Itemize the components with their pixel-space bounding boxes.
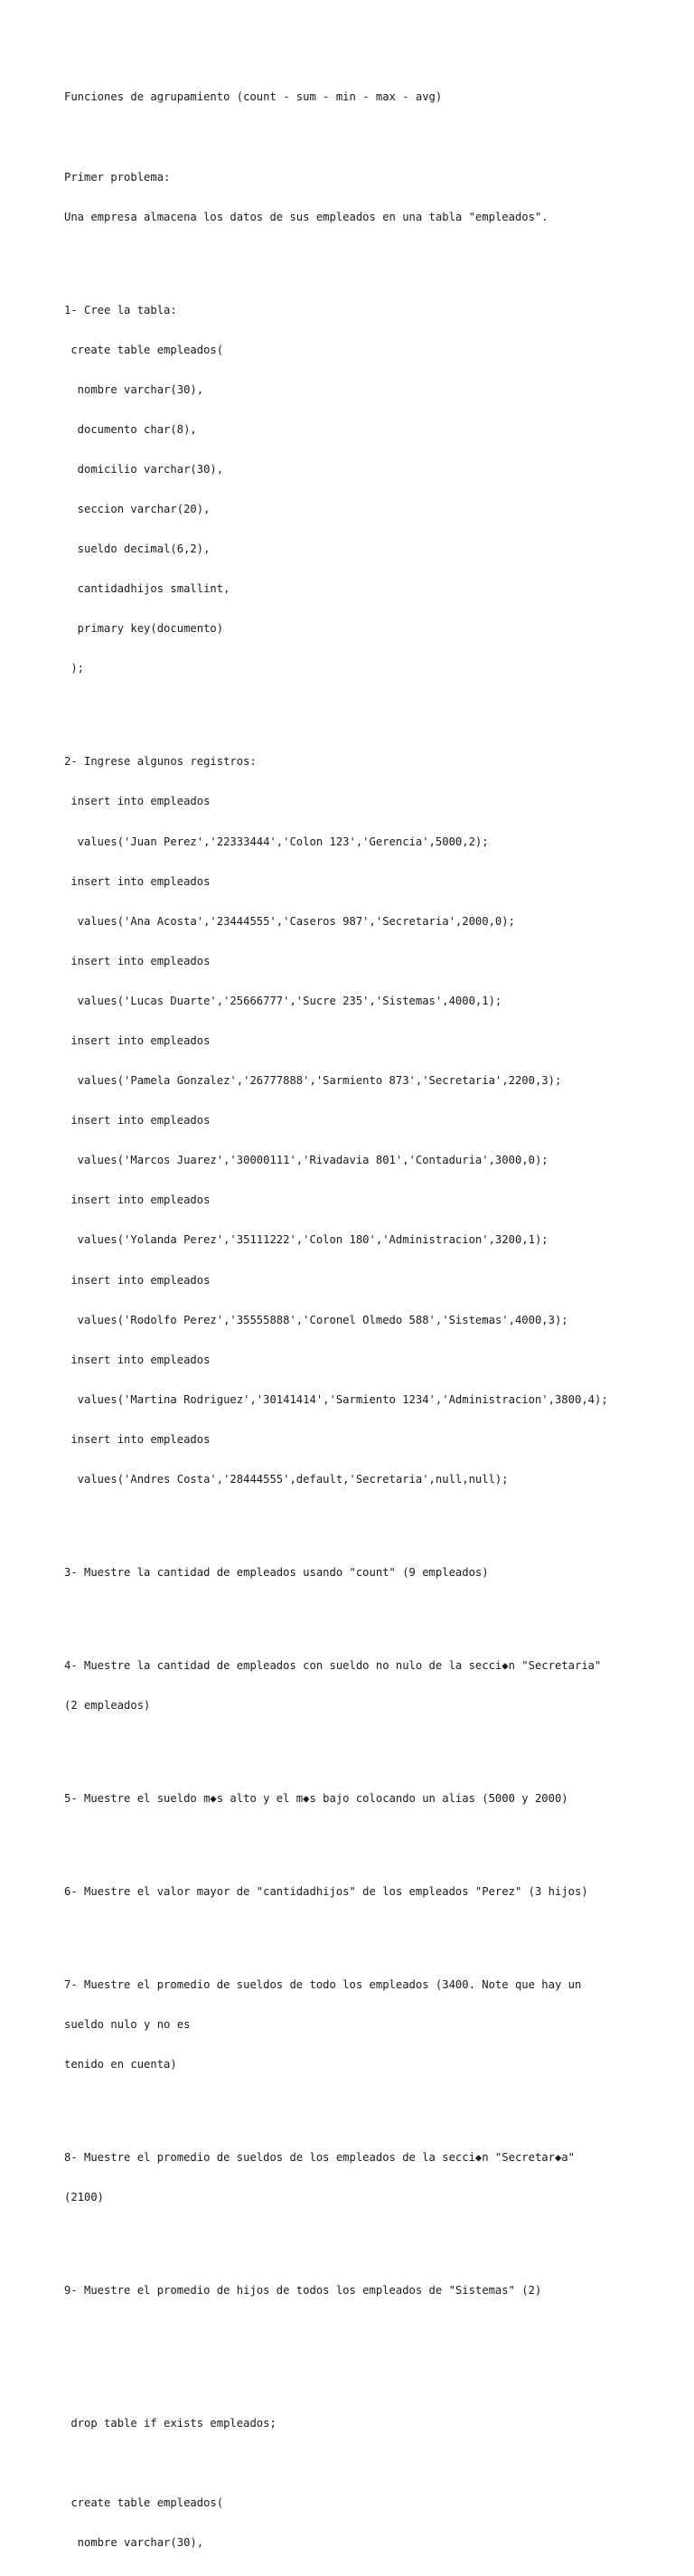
code-line: insert into empleados: [64, 1033, 211, 1047]
problem-intro: Una empresa almacena los datos de sus empleados en una tabla "empleados".: [64, 210, 549, 223]
code-line: values('Martina Rodriguez','30141414','Sarmiento 1234','Administracion',3800,4);: [64, 1392, 608, 1406]
code-line: );: [64, 662, 85, 675]
code-line: values('Pamela Gonzalez','26777888','Sarmiento 873','Secretaria',2200,3);: [64, 1074, 562, 1088]
blank-line: [64, 703, 688, 716]
step5-text: 5- Muestre el sueldo m◆s alto y el m◆s bajo colocando un alias (5000 y 2000): [64, 1791, 568, 1805]
code-line: values('Rodolfo Perez','35555888','Coronel Olmedo 588','Sistemas',4000,3);: [64, 1313, 568, 1326]
step7-text: tenido en cuenta): [64, 2057, 177, 2071]
code-line: create table empleados(: [64, 343, 224, 356]
code-line: insert into empleados: [64, 874, 211, 888]
blank-line: [64, 2457, 688, 2470]
step2-heading: 2- Ingrese algunos registros:: [64, 755, 257, 769]
blank-line: [64, 1513, 688, 1526]
step8-text: (2100): [64, 2190, 105, 2203]
code-line: drop table if exists empleados;: [64, 2416, 277, 2430]
code-line: insert into empleados: [64, 1114, 211, 1128]
step4-text: (2 empleados): [64, 1698, 151, 1712]
code-line: values('Ana Acosta','23444555','Caseros 987','Secretaria',2000,0);: [64, 914, 515, 928]
blank-line: [64, 2231, 688, 2244]
blank-line: [64, 1739, 688, 1752]
document-body: [64, 64, 688, 2576]
code-line: insert into empleados: [64, 954, 211, 967]
code-line: values('Lucas Duarte','25666777','Sucre 235','Sistemas',4000,1);: [64, 994, 502, 1007]
code-line: insert into empleados: [64, 1432, 211, 1446]
code-line: insert into empleados: [64, 1273, 211, 1287]
problem-heading: Primer problema:: [64, 170, 171, 184]
blank-line: [64, 131, 688, 145]
code-line: values('Andres Costa','28444555',default,'Secretaria',null,null);: [64, 1473, 509, 1486]
code-line: insert into empleados: [64, 1194, 211, 1207]
step9-text: 9- Muestre el promedio de hijos de todos los empleados de "Sistemas" (2): [64, 2283, 542, 2297]
code-line: values('Yolanda Perez','35111222','Colon 180','Administracion',3200,1);: [64, 1233, 549, 1247]
code-line: nombre varchar(30),: [64, 382, 204, 396]
code-line: sueldo decimal(6,2),: [64, 543, 211, 556]
code-line: domicilio varchar(30),: [64, 462, 224, 476]
blank-line: [64, 250, 688, 264]
blank-line: [64, 2324, 688, 2337]
code-line: cantidadhijos smallint,: [64, 582, 230, 596]
document-title: Funciones de agrupamiento (count - sum - min - max - avg): [64, 90, 443, 104]
step3-text: 3- Muestre la cantidad de empleados usando "count" (9 empleados): [64, 1565, 489, 1579]
code-line: values('Marcos Juarez','30000111','Rivadavia 801','Contaduria',3000,0);: [64, 1154, 549, 1167]
step6-text: 6- Muestre el valor mayor de "cantidadhijos" de los empleados "Perez" (3 hijos): [64, 1884, 588, 1898]
code-line: primary key(documento): [64, 622, 224, 636]
blank-line: [64, 2364, 688, 2377]
code-line: seccion varchar(20),: [64, 503, 211, 516]
code-line: nombre varchar(30),: [64, 2535, 204, 2549]
blank-line: [64, 1832, 688, 1845]
code-line: insert into empleados: [64, 795, 211, 808]
step1-heading: 1- Cree la tabla:: [64, 303, 177, 316]
code-line: insert into empleados: [64, 1353, 211, 1366]
step7-text: 7- Muestre el promedio de sueldos de todo los empleados (3400. Note que hay un: [64, 1977, 582, 1991]
code-line: documento char(8),: [64, 422, 197, 436]
code-line: create table empleados(: [64, 2496, 224, 2509]
code-line: values('Juan Perez','22333444','Colon 123','Gerencia',5000,2);: [64, 835, 489, 848]
step8-text: 8- Muestre el promedio de sueldos de los empleados de la secci◆n "Secretar◆a": [64, 2150, 575, 2164]
blank-line: [64, 1925, 688, 1939]
blank-line: [64, 2098, 688, 2111]
step7-text: sueldo nulo y no es: [64, 2017, 191, 2031]
step4-text: 4- Muestre la cantidad de empleados con sueldo no nulo de la secci◆n "Secretaria": [64, 1658, 602, 1672]
blank-line: [64, 1606, 688, 1619]
